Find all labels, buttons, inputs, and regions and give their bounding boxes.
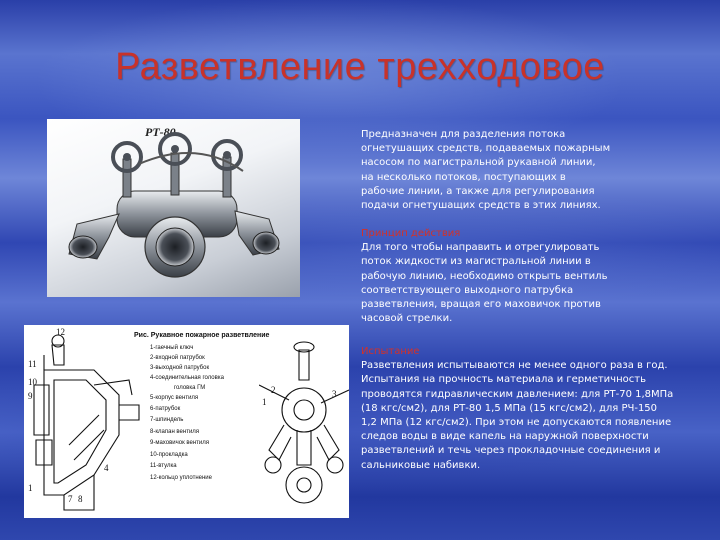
drawing-number: 8 (78, 494, 83, 504)
photo-label: РТ-80 (145, 125, 176, 139)
legend-item: 1-гаечный ключ (150, 345, 194, 351)
drawing-number: 4 (104, 463, 109, 473)
drawing-number: 3 (332, 389, 337, 399)
legend-item: 5-корпус вентиля (150, 395, 199, 401)
legend-item: головка ГМ (174, 385, 206, 391)
legend-item: 8-клапан вентиля (150, 429, 200, 435)
drawing-number: 7 (68, 494, 73, 504)
testing-heading: Испытание (361, 346, 420, 357)
legend-item: 7-шпиндель (150, 417, 184, 423)
branch-drawing-right (259, 325, 349, 515)
legend-item: 4-соединительная головка (150, 375, 224, 381)
drawing-number: 10 (28, 377, 37, 387)
technical-drawing (24, 325, 349, 518)
drawing-number: 1 (28, 483, 33, 493)
description-block (361, 128, 696, 213)
branch-drawing-left (24, 325, 144, 515)
legend-item: 12-кольцо уплотнение (150, 475, 212, 481)
drawing-number: 1 (262, 397, 267, 407)
principle-block (361, 227, 696, 326)
drawing-title: Рис. Рукавное пожарное разветвление (134, 332, 270, 339)
slide-title: Разветвление трехходовое (115, 46, 605, 88)
description-text: Предназначен для разделения потока огнетушащих средств, подаваемых пожарным насосом по магистральной рукавной линии, на несколько потоков, поступающих в рабочие линии, а также для регулирования подачи огнетушащих средств в этих линиях. (361, 129, 611, 212)
principle-heading: Принцип действия (361, 228, 461, 239)
legend-item: 11-втулка (150, 463, 177, 469)
testing-text: Разветвления испытываются не менее одного раза в год. Испытания на прочность материала и герметичность проводятся гидравлическим давлением: для РТ-70 1,8МПа (18 кгс/см2), для РТ-80 1,5 МПа (15 кгс/см2), для РЧ-150 1,2 МПа (12 кгс/см2). При этом не допускаются появление следов воды в виде капель на наружной поверхности разветвлений и течь через прокладочные соединения и сальниковые набивки. (361, 360, 674, 471)
drawing-number: 12 (56, 327, 65, 337)
legend-item: 2-входной патрубок (150, 355, 205, 361)
drawing-number: 9 (28, 391, 33, 401)
drawing-number: 11 (28, 359, 37, 369)
legend-item: 10-прокладка (150, 452, 188, 458)
legend-item: 9-маховичок вентиля (150, 440, 209, 446)
branch-photo (47, 119, 300, 297)
testing-block (361, 345, 696, 473)
principle-text: Для того чтобы направить и отрегулировать поток жидкости из магистральной линии в рабочую линию, необходимо открыть вентиль соответствующего выходного патрубка разветвления, вращая его маховичок против часовой стрелки. (361, 242, 608, 325)
drawing-number: 2 (271, 385, 276, 395)
legend-item: 6-патрубок (150, 406, 181, 412)
legend-item: 3-выходной патрубок (150, 365, 210, 371)
branch-illustration (47, 119, 300, 297)
